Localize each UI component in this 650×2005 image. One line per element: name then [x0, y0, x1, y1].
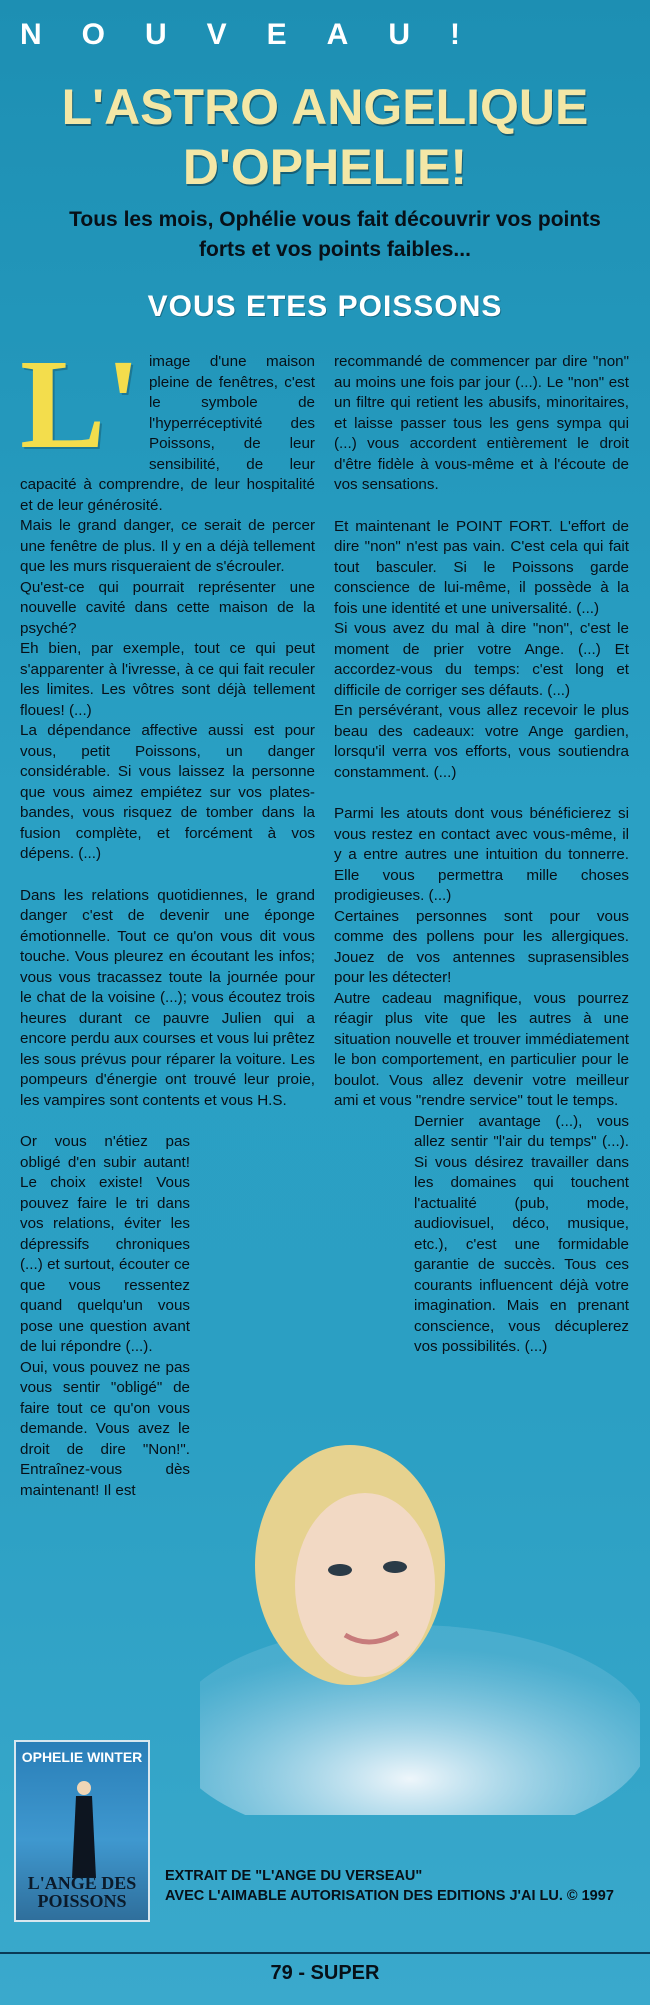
paragraph: Parmi les atouts dont vous bénéficierez si vous restez en contact avec vous-même, il y a entre autres une intuition du tonnerre. Elle vous permettra mille choses prodigieuses. (...)	[334, 805, 629, 904]
face	[295, 1493, 435, 1677]
book-title: L'ANGE DES POISSONS	[27, 1873, 137, 1911]
paragraph: Autre cadeau magnifique, vous pourrez réagir plus vite que les autres à une situation nouvelle et trouver immédiatement le bon comportement, en particulier pour le boulot. Vous allez devenir votre meilleur ami et vous "rendre service" tout le temps.	[334, 989, 629, 1109]
lede: Tous les mois, Ophélie vous fait découvrir vos points forts et vos points faibles...	[69, 208, 601, 261]
paragraph: En persévérant, vous allez recevoir le plus beau des cadeaux: votre Ange gardien, lorsqu'il verra vos efforts, vous soutiendra constamment. (...)	[334, 702, 629, 781]
paragraph: image d'une maison pleine de fenêtres, c'est le symbole de l'hyperréceptivité des Poissons, de leur sensibilité, de leur capacité à comprendre, de leur hospitalité et de leur générosité.	[20, 353, 315, 514]
paragraph: Qu'est-ce qui pourrait représenter une nouvelle cavité dans cette maison de la psyché?	[20, 578, 315, 637]
paragraph: La dépendance affective aussi est pour vous, petit Poissons, un danger considérable. Si vous laissez la personne que vous aimez empiétez sur vos plates-bandes, vous risquez de tomber dans la fusion complète, et forcément à vos dépens. (...)	[20, 722, 315, 862]
book-cover	[14, 1740, 150, 1922]
page-folio: 79 - SUPER	[270, 1962, 380, 1984]
paragraph: Certaines personnes sont pour vous comme des pollens pour les allergiques. Jouez de vos antennes suprasensibles pour les détecter!	[334, 907, 629, 986]
footer-rule	[0, 1952, 650, 1954]
paragraph: Mais le grand danger, ce serait de percer une fenêtre de plus. Il y en a déjà tellement que les murs risqueraient de s'écrouler.	[20, 517, 315, 575]
paragraph: Et maintenant le POINT FORT. L'effort de dire "non" n'est pas vain. C'est cela qui fait tout basculer. Si le Poissons garde conscience de lui-même, il possède à la fois une identité et une universalité. (...)	[334, 517, 629, 617]
paragraph: Eh bien, par exemple, tout ce qui peut s'apparenter à l'ivresse, à ce qui fait reculer les limites. Les vôtres sont déjà tellement floues! (...)	[20, 640, 315, 719]
paragraph: Or vous n'étiez pas obligé d'en subir autant! Le choix existe! Vous pouvez faire le tri dans vos relations, éviter les dépressifs chroniques (...) et surtout, écouter ce que vous ressentez quand quelqu'un vous pose une question avant de lui répondre (...).	[20, 1133, 190, 1355]
credit-line-2: AVEC L'AIMABLE AUTORISATION DES EDITIONS J'AI LU. © 1997	[165, 1888, 614, 1904]
fur-collar	[200, 1625, 640, 1815]
eye	[383, 1561, 407, 1573]
portrait-photo	[200, 1395, 640, 1815]
book-figure	[66, 1778, 102, 1878]
kicker: NOUVEAU!	[20, 18, 501, 51]
paragraph: Oui, vous pouvez ne pas vous sentir "obligé" de faire tout ce qu'on vous demande. Vous avez le droit de dire "Non!". Entraînez-vous dès maintenant! Il est	[20, 1358, 190, 1499]
article-column-left	[20, 333, 315, 1501]
eye	[328, 1564, 352, 1576]
credit	[165, 1866, 635, 1906]
section-subtitle: VOUS ETES POISSONS	[147, 290, 503, 323]
paragraph: Dernier avantage (...), vous allez sentir "l'air du temps" (...). Si vous désirez travailler dans les domaines qui touchent l'actualité (pub, mode, audiovisuel, déco, musique, etc.), c'est une formidable garantie de succès. Tous ces courants influencent déjà votre imagination. Mais en prenant conscience, vous décuplerez vos possibilités. (...)	[414, 1112, 629, 1355]
article-column-right	[334, 352, 629, 1358]
page-title-line-1: L'ASTRO ANGELIQUE	[61, 79, 589, 135]
paragraph: recommandé de commencer par dire "non" au moins une fois par jour (...). Le "non" est un filtre qui retient les abusifs, minoritaires, et laisse passer tous les gens sympa qui (...) vous accordent entièrement le droit d'être fidèle à vous-même et à l'écoute de vos sensations.	[334, 353, 629, 493]
credit-line-1: EXTRAIT DE "L'ANGE DU VERSEAU"	[165, 1868, 423, 1884]
book-author: OPHELIE WINTER	[21, 1749, 143, 1765]
page-title-line-2: D'OPHELIE!	[182, 139, 468, 195]
dropcap: L'	[20, 333, 141, 475]
paragraph: Dans les relations quotidiennes, le grand danger c'est de devenir une éponge émotionnelle. Tout ce qu'on vous dit vous touche. Vous pleurez en écoutant les infos; vous vous tracassez toute la journée pour le chat de la voisine (...); vous écoutez trois heures durant ce pauvre Julien qui a encore perdu aux courses et vous lui prêtez les sous prévus pour réparer la voiture. Les pompeurs d'énergie ont trouvé leur proie, les vampires sont contents et vous H.S.	[20, 886, 315, 1109]
paragraph: Si vous avez du mal à dire "non", c'est le moment de prier votre Ange. (...) Et accordez-vous du temps: c'est long et difficile de corriger ses défauts. (...)	[334, 620, 629, 699]
